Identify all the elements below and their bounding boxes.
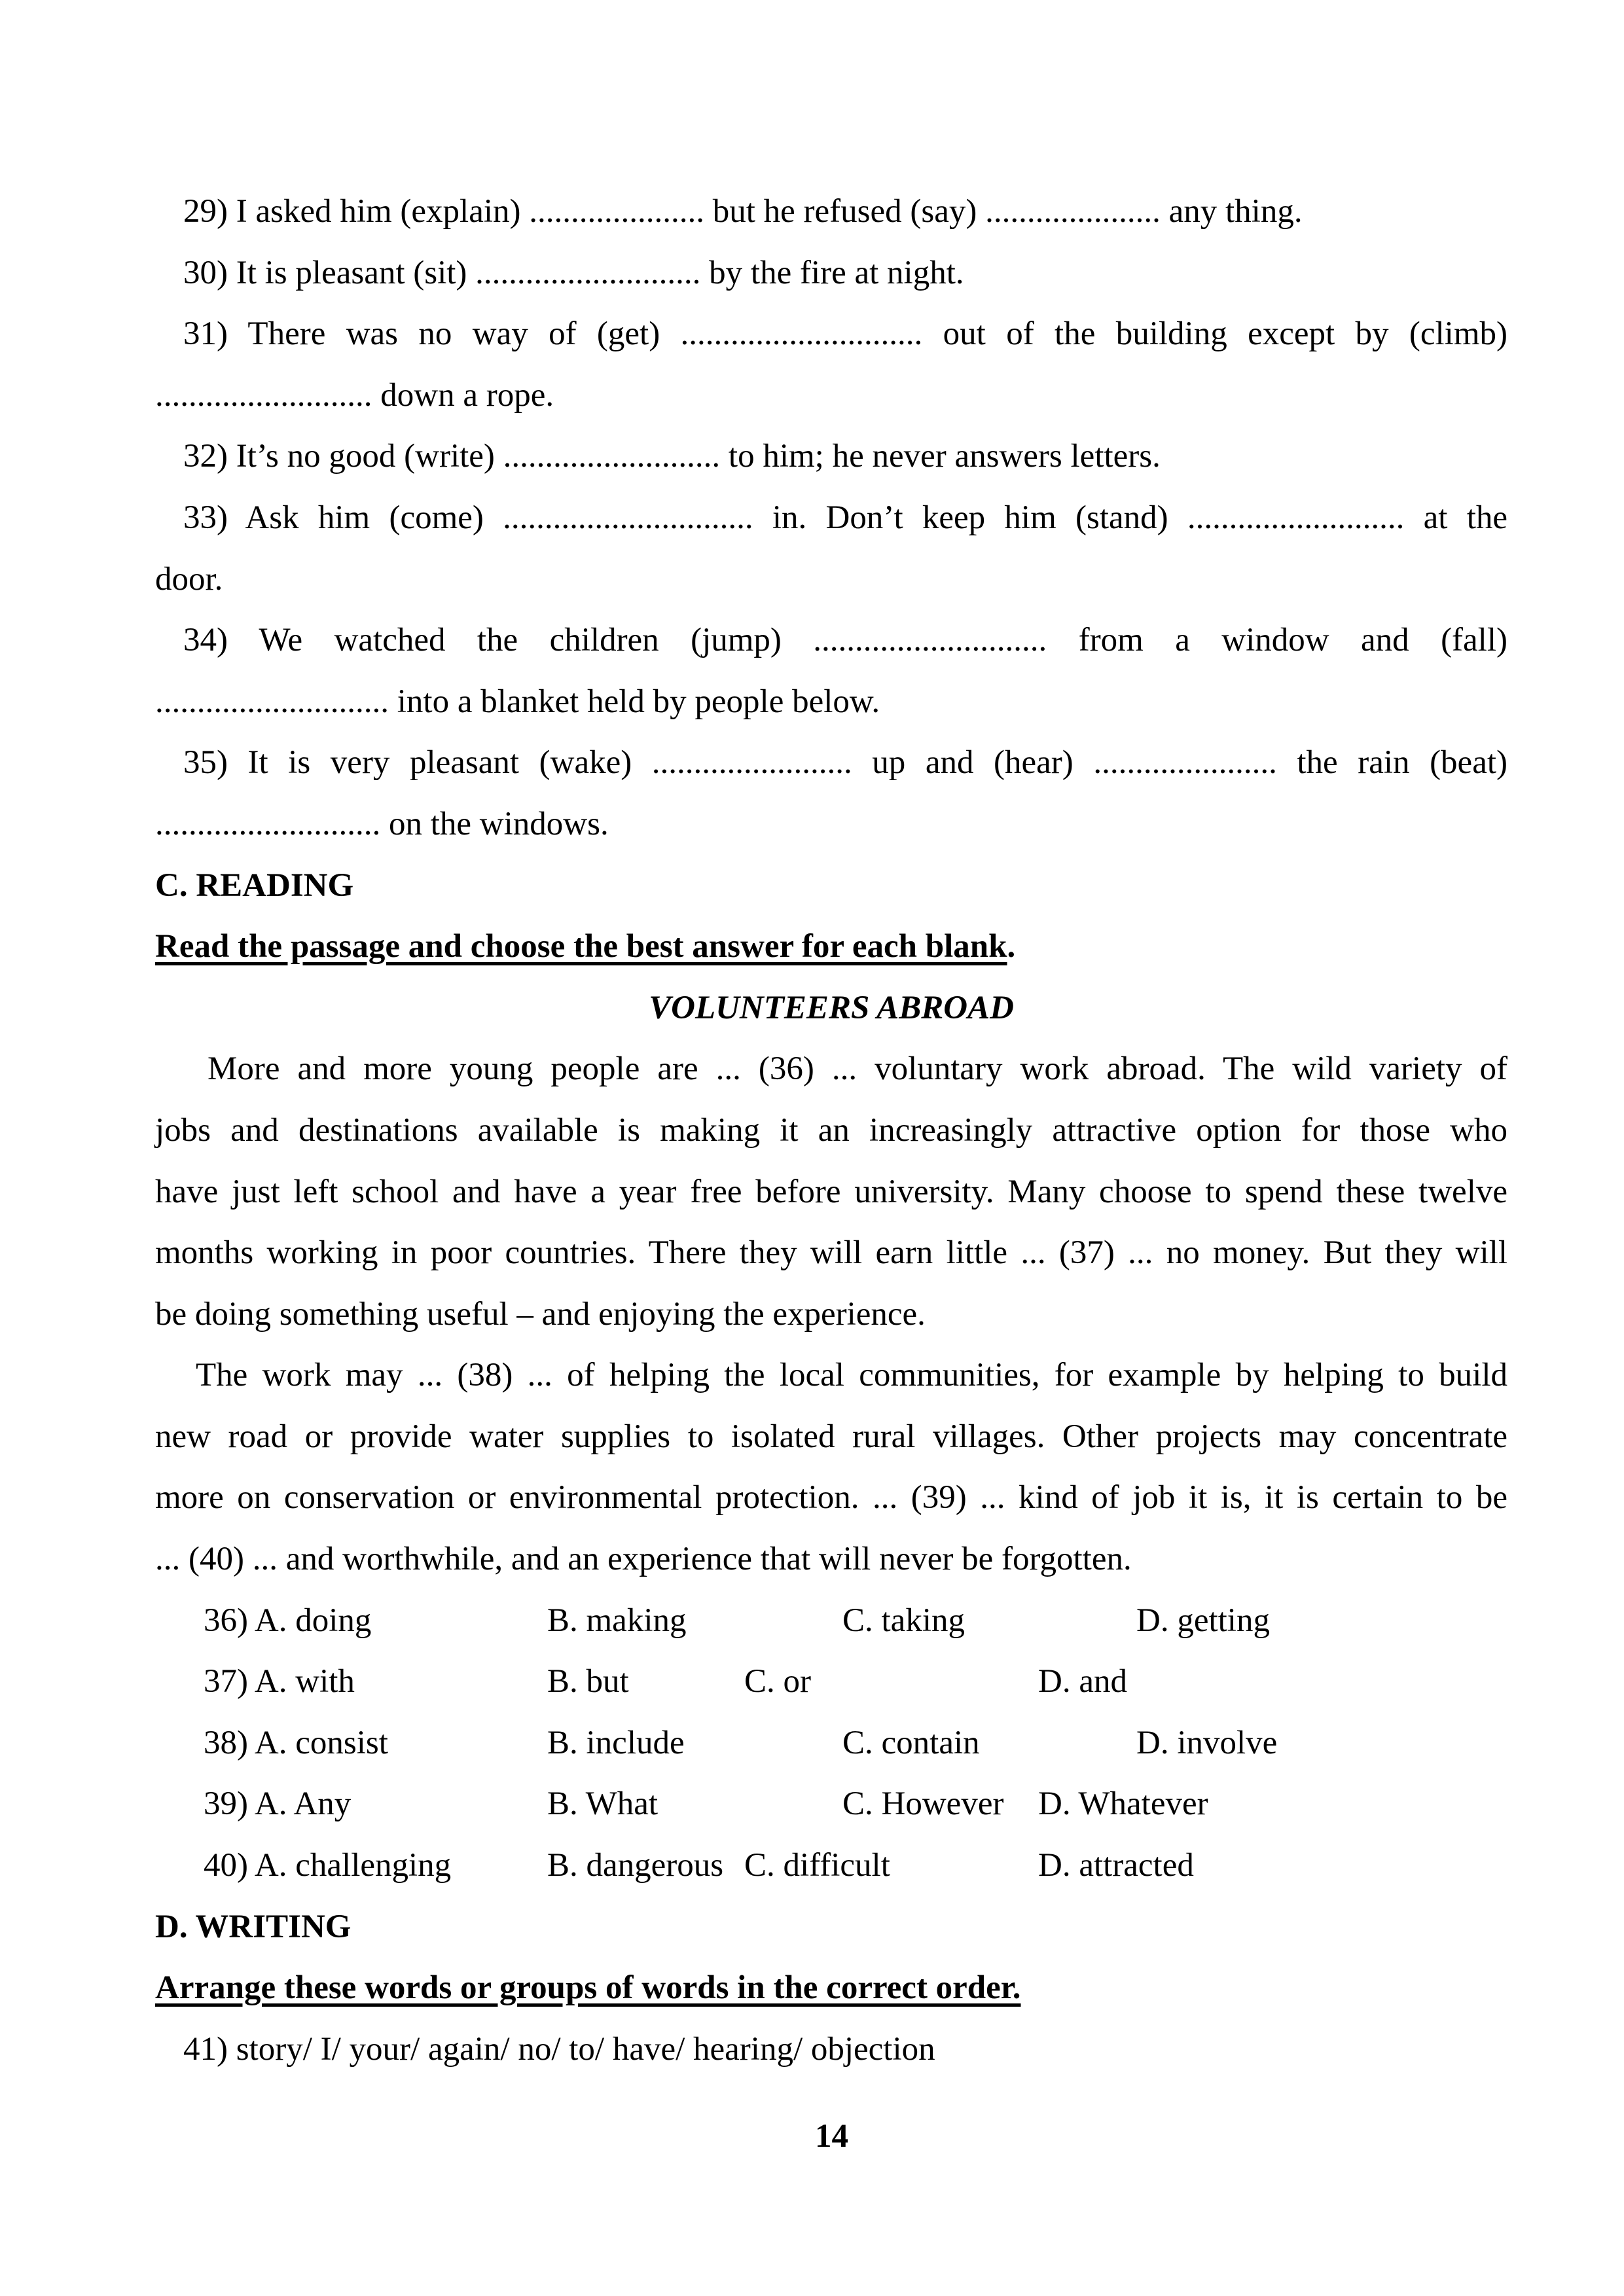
option-c: C. taking bbox=[842, 1602, 965, 1639]
passage-paragraph-1 bbox=[155, 1039, 1507, 1345]
passage-line: months working in poor countries. There they will earn little ... (37) ... no money. But they will bbox=[155, 1234, 1507, 1272]
writing-instruction: Arrange these words or groups of words in the correct order. bbox=[155, 1969, 1021, 2007]
question-list bbox=[155, 1590, 1507, 1897]
exercise-30 bbox=[155, 243, 1507, 304]
passage-line: be doing something useful – and enjoying the experience. bbox=[155, 1295, 926, 1333]
writing-instruction-line bbox=[155, 1958, 1507, 2019]
option-a: 37) A. with bbox=[204, 1663, 355, 1700]
passage-line: More and more young people are ... (36) ... voluntary work abroad. The wild variety of bbox=[208, 1050, 1507, 1088]
option-d: D. Whatever bbox=[1038, 1785, 1208, 1823]
exercise-line: 33) Ask him (come) .............................. in. Don’t keep him (stand) .......................... at the bbox=[183, 499, 1507, 536]
option-d: D. involve bbox=[1136, 1724, 1278, 1761]
writing-heading: D. WRITING bbox=[155, 1908, 352, 1945]
exercise-35 bbox=[155, 732, 1507, 855]
exercise-line: 34) We watched the children (jump) ............................ from a window and (fall) bbox=[183, 622, 1507, 659]
question-37 bbox=[155, 1651, 1507, 1713]
exercise-line: 31) There was no way of (get) ............................. out of the building except by (climb) bbox=[183, 315, 1507, 353]
question-39 bbox=[155, 1774, 1507, 1835]
exercise-32 bbox=[155, 426, 1507, 488]
passage-paragraph-2 bbox=[155, 1345, 1507, 1590]
page-number: 14 bbox=[815, 2118, 848, 2155]
passage-line: The work may ... (38) ... of helping the local communities, for example by helping to build bbox=[196, 1357, 1507, 1394]
passage-line: jobs and destinations available is making it an increasingly attractive option for those who bbox=[155, 1111, 1507, 1149]
passage-line: have just left school and have a year free before university. Many choose to spend these twelve bbox=[155, 1173, 1507, 1210]
option-c: C. contain bbox=[842, 1724, 980, 1761]
passage-line: ... (40) ... and worthwhile, and an experience that will never be forgotten. bbox=[155, 1541, 1132, 1578]
reading-heading: C. READING bbox=[155, 867, 354, 904]
passage-line: more on conservation or environmental protection. ... (39) ... kind of job it is, it is certain to be bbox=[155, 1479, 1507, 1516]
writing-item-41: 41) story/ I/ your/ again/ no/ to/ have/ hearing/ objection bbox=[183, 2030, 935, 2068]
exercise-line: 30) It is pleasant (sit) ........................... by the fire at night. bbox=[183, 254, 964, 291]
exercise-line: 32) It’s no good (write) .......................... to him; he never answers letters. bbox=[183, 438, 1161, 475]
option-b: B. dangerous bbox=[547, 1847, 724, 1884]
option-c: C. difficult bbox=[744, 1847, 890, 1884]
exercise-line: door. bbox=[155, 560, 223, 598]
option-b: B. include bbox=[547, 1724, 685, 1761]
option-a: 39) A. Any bbox=[204, 1785, 352, 1823]
exercise-line: ........................... on the windows. bbox=[155, 805, 609, 842]
question-40 bbox=[155, 1835, 1507, 1897]
reading-instruction-period: . bbox=[1007, 928, 1016, 965]
page-content bbox=[155, 181, 1507, 2080]
option-b: B. making bbox=[547, 1602, 687, 1639]
option-c: C. However bbox=[842, 1785, 1004, 1823]
option-c: C. or bbox=[744, 1663, 811, 1700]
reading-instruction-line bbox=[155, 916, 1507, 978]
reading-instruction: Read the passage and choose the best answer for each blank bbox=[155, 928, 1007, 965]
option-b: B. but bbox=[547, 1663, 629, 1700]
exercise-29 bbox=[155, 181, 1507, 243]
option-b: B. What bbox=[547, 1785, 659, 1823]
question-36 bbox=[155, 1590, 1507, 1652]
question-38 bbox=[155, 1713, 1507, 1774]
passage-title: VOLUNTEERS ABROAD bbox=[649, 989, 1014, 1026]
option-d: D. attracted bbox=[1038, 1847, 1194, 1884]
exercise-34 bbox=[155, 610, 1507, 732]
exercise-line: 35) It is very pleasant (wake) ........................ up and (hear) ...................... the rain (beat) bbox=[183, 744, 1507, 781]
option-a: 40) A. challenging bbox=[204, 1847, 452, 1884]
exercise-line: .......................... down a rope. bbox=[155, 376, 554, 414]
passage-line: new road or provide water supplies to isolated rural villages. Other projects may concentrate bbox=[155, 1418, 1507, 1455]
option-a: 36) A. doing bbox=[204, 1602, 372, 1639]
option-a: 38) A. consist bbox=[204, 1724, 388, 1761]
option-d: D. getting bbox=[1136, 1602, 1270, 1639]
exercise-31 bbox=[155, 304, 1507, 426]
option-d: D. and bbox=[1038, 1663, 1127, 1700]
exercise-33 bbox=[155, 488, 1507, 610]
exercise-line: ............................ into a blanket held by people below. bbox=[155, 683, 880, 720]
exercise-line: 29) I asked him (explain) ..................... but he refused (say) ..................... any thing. bbox=[183, 193, 1303, 230]
